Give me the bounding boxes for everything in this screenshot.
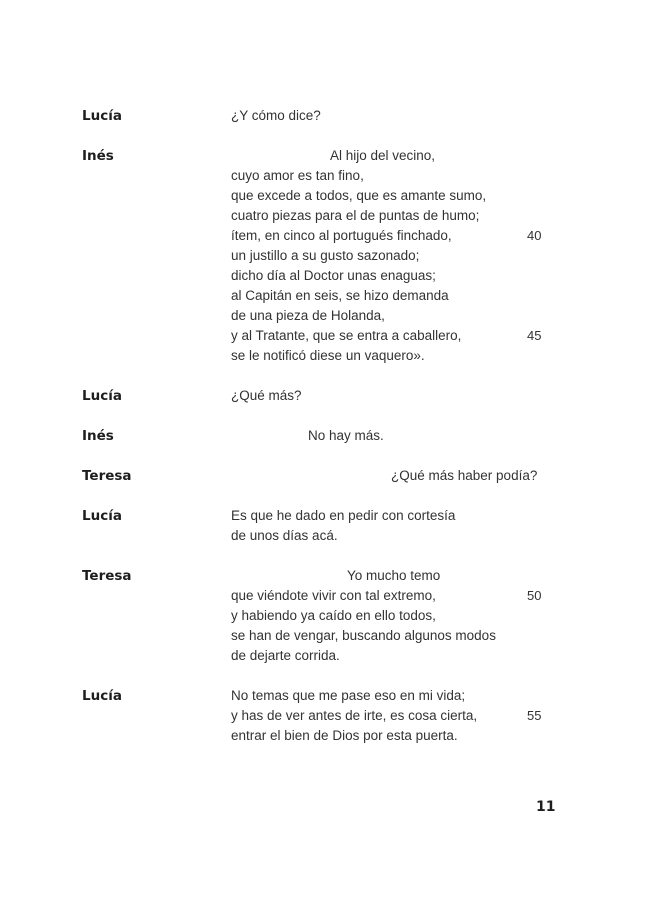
verse-line: que excede a todos, que es amante sumo, bbox=[231, 188, 487, 203]
speaker-name: Inés bbox=[82, 428, 114, 444]
speaker-name: Lucía bbox=[82, 108, 122, 124]
verse-line: de unos días acá. bbox=[231, 528, 338, 543]
verse-line: dicho día al Doctor unas enaguas; bbox=[231, 268, 436, 283]
verse-line: de una pieza de Holanda, bbox=[231, 308, 385, 323]
verse-line: ¿Y cómo dice? bbox=[231, 108, 321, 123]
speaker-name: Inés bbox=[82, 148, 114, 164]
speaker-name: Teresa bbox=[82, 468, 132, 484]
verse-line: No temas que me pase eso en mi vida; bbox=[231, 688, 466, 703]
verse-line-number: 40 bbox=[527, 228, 542, 243]
verse-line: Es que he dado en pedir con cortesía bbox=[231, 508, 456, 523]
verse-line: ¿Qué más? bbox=[231, 388, 302, 403]
verse-line: se han de vengar, buscando algunos modos bbox=[231, 628, 496, 643]
verse-line: No hay más. bbox=[308, 428, 384, 443]
speaker-name: Lucía bbox=[82, 508, 122, 524]
verse-line-number: 55 bbox=[527, 708, 542, 723]
verse-line-number: 50 bbox=[527, 588, 542, 603]
verse-line: entrar el bien de Dios por esta puerta. bbox=[231, 728, 458, 743]
speaker-name: Lucía bbox=[82, 388, 122, 404]
verse-line: que viéndote vivir con tal extremo, bbox=[231, 588, 436, 603]
verse-line: Yo mucho temo bbox=[347, 568, 441, 583]
verse-line: Al hijo del vecino, bbox=[330, 148, 436, 163]
page-number: 11 bbox=[536, 799, 556, 815]
speaker-name: Lucía bbox=[82, 688, 122, 704]
verse-line: un justillo a su gusto sazonado; bbox=[231, 248, 420, 263]
speaker-name: Teresa bbox=[82, 568, 132, 584]
verse-line: al Capitán en seis, se hizo demanda bbox=[231, 288, 449, 303]
verse-line: ¿Qué más haber podía? bbox=[391, 468, 538, 483]
verse-line: se le notificó diese un vaquero». bbox=[231, 348, 425, 363]
verse-line: cuyo amor es tan fino, bbox=[231, 168, 364, 183]
verse-line: de dejarte corrida. bbox=[231, 648, 340, 663]
verse-line: ítem, en cinco al portugués finchado, bbox=[231, 228, 452, 243]
verse-line: y al Tratante, que se entra a caballero, bbox=[231, 328, 462, 343]
verse-line-number: 45 bbox=[527, 328, 542, 343]
verse-line: y has de ver antes de irte, es cosa cierta, bbox=[231, 708, 478, 723]
verse-line: y habiendo ya caído en ello todos, bbox=[231, 608, 436, 623]
verse-line: cuatro piezas para el de puntas de humo; bbox=[231, 208, 480, 223]
